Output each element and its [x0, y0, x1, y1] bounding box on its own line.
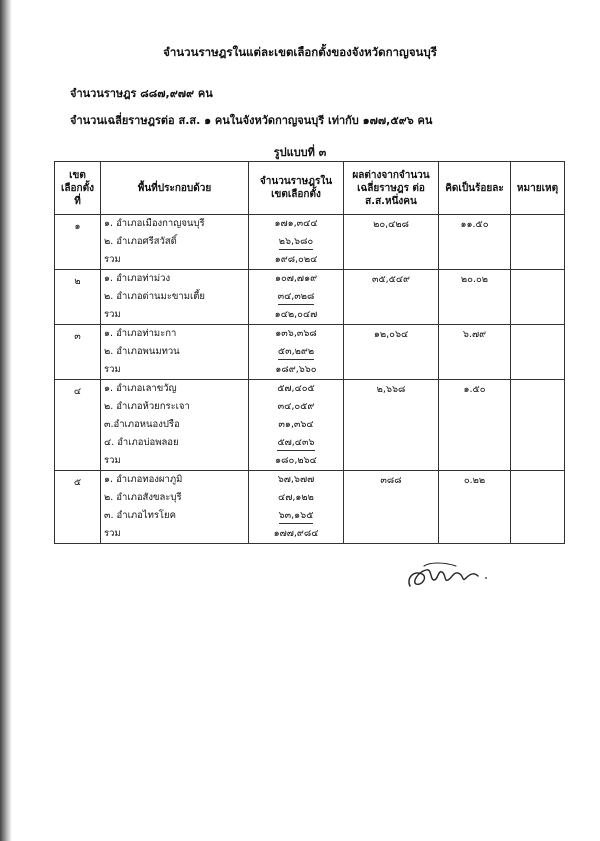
population-value: ๒๖,๖๘๐ — [279, 235, 313, 250]
average-line: จำนวนเฉลี่ยราษฎรต่อ ส.ส. ๑ คนในจังหวัดกาญจนบุรี เท่ากับ ๑๗๗,๕๙๖ คน — [70, 114, 433, 127]
zone-populations — [249, 380, 344, 471]
total-label: รวม — [104, 528, 121, 539]
zone-areas — [101, 325, 249, 380]
area-item: ๑. อำเภอเลาขวัญ — [104, 383, 177, 394]
population-total: ๑๘๙,๖๖๐ — [275, 364, 317, 375]
zone-remark — [511, 270, 565, 325]
population-total: ๑๘๐,๒๖๔ — [275, 455, 317, 466]
total-label: รวม — [104, 364, 121, 375]
zone-areas — [101, 270, 249, 325]
table-row — [55, 270, 565, 325]
population-value: ๓๔,๓๒๘ — [278, 290, 315, 305]
area-item: ๒. อำเภอศรีสวัสดิ์ — [104, 236, 177, 247]
header-difference: ผลต่างจากจำนวน เฉลี่ยราษฎร ต่อ ส.ส.หนึ่งคน — [344, 162, 439, 215]
population-total: ๑๔๒,๐๔๗ — [274, 309, 318, 320]
area-item: ๓.อำเภอหนองปรือ — [104, 419, 180, 430]
zone-number: ๕ — [55, 471, 101, 544]
area-item: ๒. อำเภอพนมทวน — [104, 346, 180, 357]
population-value: ๑๗๑,๓๔๔ — [274, 218, 318, 229]
header-population: จำนวนราษฎรใน เขตเลือกตั้ง — [249, 162, 344, 215]
area-item: ๑. อำเภอทองผาภูมิ — [104, 474, 183, 485]
zone-remark — [511, 380, 565, 471]
zone-populations — [249, 325, 344, 380]
zone-areas — [101, 380, 249, 471]
scan-edge-shadow — [0, 0, 12, 841]
population-total: ๑๙๘,๐๒๔ — [274, 254, 318, 265]
population-value: ๓๑,๓๖๔ — [278, 419, 314, 430]
zone-table — [54, 161, 565, 544]
zone-areas — [101, 471, 249, 544]
page-title: จำนวนราษฎรในแต่ละเขตเลือกตั้งของจังหวัดกาญจนบุรี — [163, 45, 437, 59]
signature-icon — [404, 556, 494, 596]
header-percent: คิดเป็นร้อยละ — [439, 162, 511, 215]
zone-number: ๓ — [55, 325, 101, 380]
table-row — [55, 215, 565, 270]
zone-populations — [249, 471, 344, 544]
population-value: ๑๐๗,๗๑๙ — [274, 273, 318, 284]
zone-remark — [511, 325, 565, 380]
zone-percent: ๖.๗๙ — [439, 325, 511, 380]
header-zone: เขต เลือกตั้งที่ — [55, 162, 101, 215]
population-value: ๖๗,๖๗๗ — [277, 474, 315, 485]
zone-number: ๒ — [55, 270, 101, 325]
table-row — [55, 325, 565, 380]
table-row — [55, 471, 565, 544]
zone-populations — [249, 270, 344, 325]
form-title: รูปแบบที่ ๓ — [273, 146, 327, 159]
area-item: ๑. อำเภอเมืองกาญจนบุรี — [104, 218, 205, 229]
zone-percent: ๒๐.๐๒ — [439, 270, 511, 325]
zone-populations — [249, 215, 344, 270]
population-value: ๕๗,๔๓๖ — [277, 436, 314, 451]
zone-percent: ๑๑.๕๐ — [439, 215, 511, 270]
area-item: ๒. อำเภอด่านมะขามเตี้ย — [104, 291, 205, 302]
area-item: ๔. อำเภอบ่อพลอย — [104, 437, 179, 448]
area-item: ๒. อำเภอสังขละบุรี — [104, 492, 182, 503]
population-value: ๑๓๖,๓๖๘ — [275, 328, 317, 339]
zone-percent: ๐.๒๒ — [439, 471, 511, 544]
population-line: จำนวนราษฎร ๘๘๗,๙๗๙ คน — [70, 87, 213, 100]
table-header-row — [55, 162, 565, 215]
population-value: ๕๓,๒๙๒ — [278, 345, 314, 360]
zone-difference: ๒๐,๔๒๘ — [344, 215, 439, 270]
area-item: ๑. อำเภอท่ามะกา — [104, 328, 177, 339]
zone-percent: ๑.๕๐ — [439, 380, 511, 471]
zone-remark — [511, 471, 565, 544]
total-label: รวม — [104, 309, 121, 320]
zone-difference: ๒,๖๖๘ — [344, 380, 439, 471]
table-row — [55, 380, 565, 471]
zone-number: ๑ — [55, 215, 101, 270]
population-value: ๔๗,๑๒๒ — [278, 492, 314, 503]
zone-difference: ๓๕,๕๔๙ — [344, 270, 439, 325]
zone-difference: ๓๘๘ — [344, 471, 439, 544]
header-remark: หมายเหตุ — [511, 162, 565, 215]
header-areas: พื้นที่ประกอบด้วย — [101, 162, 249, 215]
population-value: ๕๗,๔๐๕ — [277, 383, 315, 394]
zone-number: ๔ — [55, 380, 101, 471]
population-total: ๑๗๗,๙๘๔ — [273, 528, 319, 539]
zone-areas — [101, 215, 249, 270]
population-value: ๓๔,๐๕๙ — [277, 401, 315, 412]
area-item: ๑. อำเภอท่าม่วง — [104, 273, 171, 284]
area-item: ๓. อำเภอไทรโยค — [104, 510, 176, 521]
area-item: ๒. อำเภอห้วยกระเจา — [104, 401, 190, 412]
total-label: รวม — [104, 455, 121, 466]
population-value: ๖๓,๑๖๕ — [279, 509, 314, 524]
zone-difference: ๑๒,๐๖๔ — [344, 325, 439, 380]
total-label: รวม — [104, 254, 121, 265]
zone-remark — [511, 215, 565, 270]
